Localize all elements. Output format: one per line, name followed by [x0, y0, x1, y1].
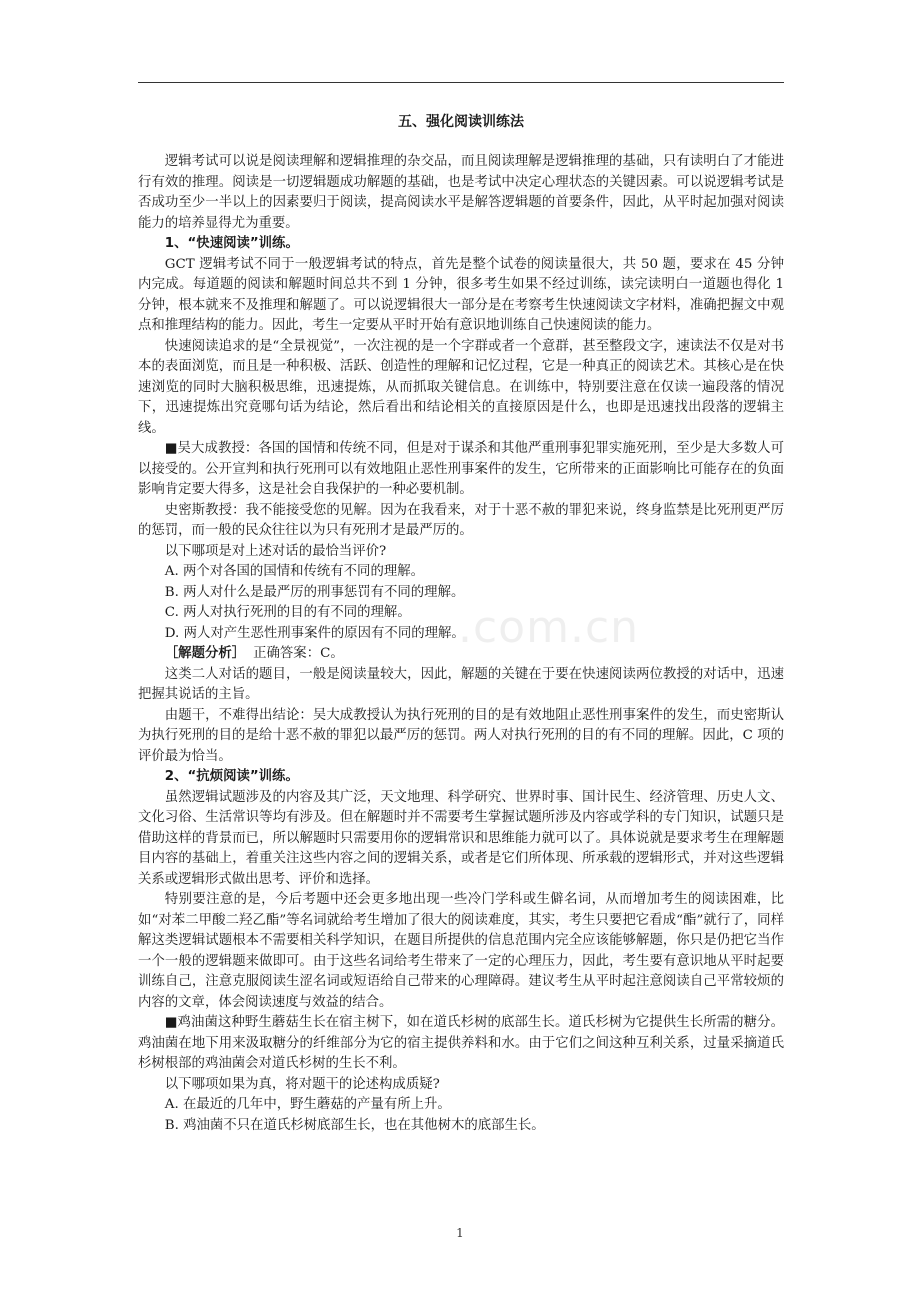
page-number: 1 [456, 1226, 464, 1240]
option-a: A. 在最近的几年中，野生蘑菇的产量有所上升。 [164, 1097, 451, 1112]
paragraph: 由题干，不难得出结论：吴大成教授认为执行死刑的目的是有效地阻止恶性刑事案件的发生，而史密斯认为执行死刑的目的是给十恶不赦的罪犯以最严厉的惩罚。两人对执行死刑的目的有不同的理解。因此，C 项的评价最为恰当。 [138, 707, 784, 764]
watermark: .com.cn [458, 602, 640, 653]
question-stem: 史密斯教授：我不能接受您的见解。因为在我看来，对于十恶不赦的罪犯来说，终身监禁是比死刑更严厉的惩罚，而一般的民众往往以为只有死刑才是最严厉的。 [138, 502, 784, 538]
document-body [138, 112, 784, 1136]
paragraph: 快速阅读追求的是“全景视觉”，一次注视的是一个字群或者一个意群，甚至整段文字，速读法不仅是对书本的表面浏览，而且是一种积极、活跃、创造性的理解和记忆过程，它是一种真正的阅读艺术。其核心是在快速浏览的同时大脑积极思维，迅速提炼，从而抓取关键信息。在训练中，特别要注意在仅读一遍段落的情况下，迅速提炼出究竟哪句话为结论，然后看出和结论相关的直接原因是什么，也即是迅速找出段落的逻辑主线。 [138, 338, 784, 436]
section-heading-anti-boredom-reading: 2、“抗烦阅读”训练。 [164, 769, 299, 784]
option-b: B. 鸡油菌不只在道氏杉树底部生长，也在其他树木的底部生长。 [164, 1117, 545, 1133]
question-stem: ■吴大成教授：各国的国情和传统不同，但是对于谋杀和其他严重刑事犯罪实施死刑，至少是大多数人可以接受的。公开宣判和执行死刑可以有效地阻止恶性刑事案件的发生，它所带来的正面影响比可能存在的负面影响肯定要大得多，这是社会自我保护的一种必要机制。 [138, 441, 784, 497]
paragraph: 虽然逻辑试题涉及的内容及其广泛，天文地理、科学研究、世界时事、国计民生、经济管理、历史人文、文化习俗、生活常识等均有涉及。但在解题时并不需要考生掌握试题所涉及内容或学科的专门知识，试题只是借助这样的背景而已，所以解题时只需要用你的逻辑常识和思维能力就可以了。具体说就是要求考生在理解题目内容的基础上，着重关注这些内容之间的逻辑关系，或者是它们所体现、所承载的逻辑形式，并对这些逻辑关系或逻辑形式做出思考、评价和选择。 [138, 789, 784, 887]
paragraph: 特别要注意的是，今后考题中还会更多地出现一些冷门学科或生僻名词，从而增加考生的阅读困难，比如“对苯二甲酸二羟乙酯”等名词就给考生增加了很大的阅读难度，其实，考生只要把它看成“酯”就行了，同样解这类逻辑试题根本不需要相关科学知识，在题目所提供的信息范围内完全应该能够解题，你只是仍把它当作一个一般的逻辑题来做即可。由于这些名词给考生带来了一定的心理压力，因此，考生要有意识地从平时起要训练自己，注意克服阅读生涩名词或短语给自己带来的心理障碍。建议考生从平时起注意阅读自己平常较烦的内容的文章，体会阅读速度与效益的结合。 [138, 892, 784, 1010]
question-prompt: 以下哪项如果为真，将对题干的论述构成质疑? [164, 1076, 440, 1092]
header-rule [138, 82, 784, 83]
option-b: B. 两人对什么是最严厉的刑事惩罚有不同的理解。 [164, 584, 465, 600]
paragraph: GCT 逻辑考试不同于一般逻辑考试的特点，首先是整个试卷的阅读量很大，共 50 题，要求在 45 分钟内完成。每道题的阅读和解题时间总共不到 1 分钟，很多考生如果不经过训练，读完读明白一道题也得化 1 分钟，根本就来不及推理和解题了。可以说逻辑很大一部分是在考察考生快速阅读文字材料，准确把握文中观点和推理结构的能力。因此，考生一定要从平时开始有意识地训练自己快速阅读的能力。 [138, 256, 784, 333]
question-prompt: 以下哪项是对上述对话的最恰当评价? [164, 543, 387, 559]
option-c: C. 两人对执行死刑的目的有不同的理解。 [164, 605, 411, 620]
paragraph: 这类二人对话的题目，一般是阅读量较大，因此，解题的关键在于要在快速阅读两位教授的对话中，迅速把握其说话的主旨。 [138, 666, 784, 702]
analysis-answer: 正确答案：C。 [253, 646, 344, 661]
section-heading-fast-reading: 1、“快速阅读”训练。 [164, 236, 299, 251]
question-stem: ■鸡油菌这种野生蘑菇生长在宿主树下，如在道氏杉树的底部生长。道氏杉树为它提供生长所需的糖分。鸡油菌在地下用来汲取糖分的纤维部分为它的宿主提供养料和水。由于它们之间这种互利关系，过量采摘道氏杉树根部的鸡油菌会对道氏杉树的生长不利。 [138, 1015, 784, 1071]
option-a: A. 两个对各国的国情和传统有不同的理解。 [164, 564, 425, 579]
intro-paragraph: 逻辑考试可以说是阅读理解和逻辑推理的杂交品，而且阅读理解是逻辑推理的基础，只有读明白了才能进行有效的推理。阅读是一切逻辑题成功解题的基础，也是考试中决定心理状态的关键因素。可以说逻辑考试是否成功至少一半以上的因素要归于阅读，提高阅读水平是解答逻辑题的首要条件，因此，从平时起加强对阅读能力的培养显得尤为重要。 [138, 154, 784, 231]
option-d: D. 两人对产生恶性刑事案件的原因有不同的理解。 [164, 625, 465, 641]
analysis-tag: ［解题分析］ [164, 646, 246, 661]
analysis-line [138, 644, 784, 665]
document-title: 五、强化阅读训练法 [398, 114, 524, 130]
